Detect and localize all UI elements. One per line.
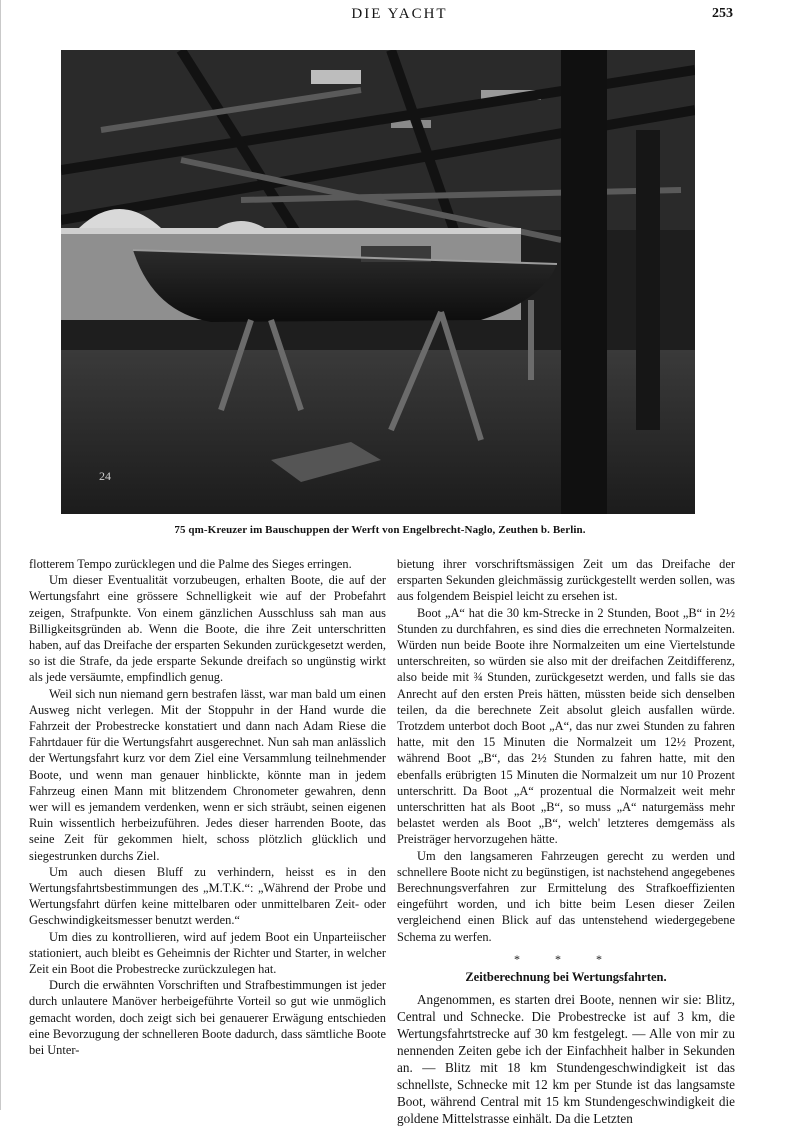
paragraph: Boot „A“ hat die 30 km-Strecke in 2 Stunden, Boot „B“ in 2½ Stunden zu durchfahren, es sind dies die errechneten Normalzeiten. Würden nun beide Boote ihre Normalzeiten um eine Viertelstunde unterschreiten, so würden sie also mit der dreifachen Zeitdifferenz, also beide mit ¾ Stunden, zurückgesetzt werden, und falls sie das Anrecht auf den ersten Preis hätten, müssten beide sich denselben teilen, da die berechnete Zeit absolut gleich ausfallen würde. Trotzdem unterbot doch Boot „A“, das nur zwei Stunden zu fahren hatte, mit den 15 Minuten die Normalzeit um 12½ Prozent, während Boot „B“, das 2½ Stunden zu fahren hatte, mit den ebenfalls erübrigten 15 Minuten die Normalzeit um nur 10 Prozent unterschritt. Da Boot „A“ prozentual die Normalzeit weit mehr unterschritten hat als Boot „B“, so muss „A“ naturgemäss mehr belastet werden als Boot „B“, welch' letzteres demgemäss als Preisträger hervorzugehen hätte. (397, 605, 735, 847)
left-column (29, 556, 386, 1058)
section-heading: Zeitberechnung bei Wertungsfahrten. (465, 970, 667, 985)
figure-caption: 75 qm-Kreuzer im Bauschuppen der Werft von Engelbrecht-Naglo, Zeuthen b. Berlin. (174, 524, 586, 536)
plate-mark: 24 (99, 469, 111, 483)
shipyard-photo (61, 50, 695, 514)
paragraph: Um dieser Eventualität vorzubeugen, erhalten Boote, die auf der Wertungsfahrt eine grössere Schnelligkeit wie auf der Probefahrt zeigen, Strafpunkte. Von einem gänzlichen Ausschluss sah man aus Billigkeitsgründen ab. Wenn die Boote, die ihre Zeit unterschritten haben, auf das Dreifache der ersparten Sekunden zurückgesetzt werden, so ist die Strafe, da jede ersparte Sekunde dreifach so ungünstig wirkt als jede versäumte, empfindlich genug. (29, 573, 386, 685)
running-head (0, 6, 799, 26)
paragraph: Um auch diesen Bluff zu verhindern, heisst es in den Wertungsfahrtsbestimmungen des „M.T.K.“: „Während der Probe und Wertungsfahrt dürfen keine mittelbaren oder unmittelbaren Zeit- oder Geschwindigkeitsmesser benutzt werden.“ (29, 864, 386, 928)
paragraph: Angenommen, es starten drei Boote, nennen wir sie: Blitz, Central und Schnecke. Die Probestrecke ist auf 3 km, die Wertungsfahrtstrecke auf 30 km festgelegt. — Alle von mir zu nennenden Zeiten gebe ich der Einfachheit halber in Sekunden an. — Blitz mit 18 km Stundengeschwindigkeit ist das schnellste, Schnecke mit 12 km per Stunde ist das langsamste Boot, während Central mit 15 km Stundengeschwindigkeit die goldene Mittelstrasse einhält. Da die Letzten (397, 992, 735, 1127)
journal-title: DIE YACHT (351, 6, 448, 22)
paragraph: Um den langsameren Fahrzeugen gerecht zu werden und schnellere Boote nicht zu begünstigen, ist nachstehend angegebenes Berechnungsverfahren zur Ermittelung des Strafkoeffizienten eingeführt worden, und ich bitte beim Lesen dieser Zeilen vergleichend einen Blick auf das untenstehend wiedergegebene Schema zu werfen. (397, 848, 735, 944)
paragraph: Durch die erwähnten Vorschriften und Strafbestimmungen ist jeder durch unlautere Manöver herbeigeführte Vorteil so gut wie unmöglich gemacht worden, doch zeigt sich bei genauerer Erwägung entschieden eine Bevorzugung der schnelleren Boote dadurch, dass sämtliche Boote bei Unter- (29, 978, 386, 1058)
section-separator: * * * (514, 951, 618, 966)
page-number: 253 (712, 6, 733, 21)
paragraph: bietung ihrer vorschriftsmässigen Zeit um das Dreifache der ersparten Sekunden gleichmässig zurückgestellt werden sollen, was aus folgendem Beispiel leicht zu ersehen ist. (397, 557, 735, 604)
shipyard-photo-drawing (61, 50, 695, 514)
right-column (397, 556, 735, 1127)
paragraph: Weil sich nun niemand gern bestrafen lässt, war man bald um einen Ausweg nicht verlegen. Mit der Stoppuhr in der Hand wurde die Fahrzeit der Probestrecke konstatiert und dann nach Adam Riese die Fahrtdauer für die Wertungsfahrt ausgerechnet. Nun sah man anlässlich der Wertungsfahrt kurz vor dem Ziel eine Versammlung teilnehmender Boote, und wenn man genauer hinblickte, könnte man in jedem Fahrzeug einen Mann mit blitzendem Chronometer gewahren, denn wer will es jemandem verdenken, wenn er sich sträubt, seinen eigenen Ruin wissentlich herbeizuführen. Jedes dieser harrenden Boote, das seine Zeit für gekommen hielt, schoss plötzlich glücklich und siegestrunken durchs Ziel. (29, 686, 386, 863)
paragraph: flotterem Tempo zurücklegen und die Palme des Sieges erringen. (29, 557, 352, 571)
paragraph: Um dies zu kontrollieren, wird auf jedem Boot ein Unparteiischer stationiert, auch bleibt es Geheimnis der Richter und Starter, in welcher Zeit ein Boot die Probestrecke zurückzulegen hat. (29, 929, 386, 977)
